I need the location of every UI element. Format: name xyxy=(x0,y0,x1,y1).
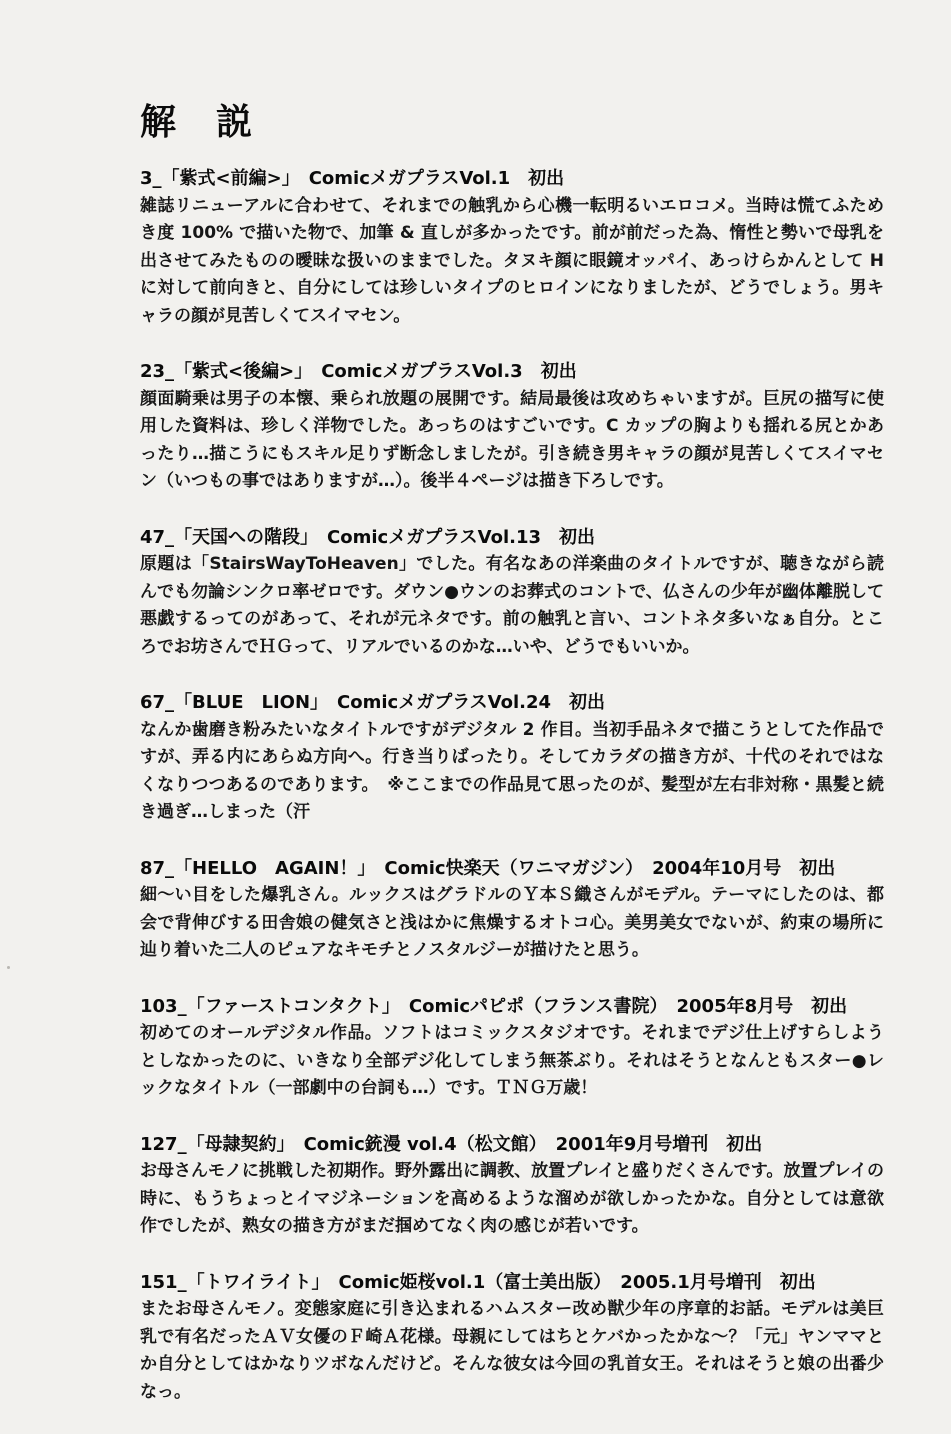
commentary-page xyxy=(140,102,884,1434)
commentary-section-murasakishiki-kouhen xyxy=(140,358,884,496)
commentary-section-murasakishiki-zenpen xyxy=(140,165,884,330)
commentary-section-hello-again xyxy=(140,855,884,965)
commentary-section-first-contact xyxy=(140,993,884,1103)
section-body: またお母さんモノ。変態家庭に引き込まれるハムスター改め獣少年の序章的お話。モデルは美巨乳で有名だったＡＶ女優のＦ崎Ａ花様。母親にしてはちとケバかったかな～？「元」ヤンママとか自分としてはかなりツボなんだけど。そんな彼女は今回の乳首女王。それはそうと娘の出番少なっ。 xyxy=(140,1299,884,1402)
section-heading: 103_「ファーストコンタクト」 Comicパピポ（フランス書院） 2005年8月号 初出 xyxy=(140,995,848,1017)
scan-noise-speck xyxy=(7,966,10,969)
section-body: 細～い目をした爆乳さん。ルックスはグラドルのＹ本Ｓ織さんがモデル。テーマにしたのは、都会で背伸びする田舎娘の健気さと浅はかに焦燥するオトコ心。美男美女でないが、約束の場所に辿り着いた二人のピュアなキモチとノスタルジーが描けたと思う。 xyxy=(140,885,884,960)
commentary-section-twilight xyxy=(140,1269,884,1407)
section-heading: 87_「HELLO AGAIN！」 Comic快楽天（ワニマガジン） 2004年10月号 初出 xyxy=(140,857,836,879)
section-body: 雑誌リニューアルに合わせて、それまでの触乳から心機一転明るいエロコメ。当時は慌てふためき度 100% で描いた物で、加筆 & 直しが多かったです。前が前だった為、惰性と勢いで母乳を出させてみたものの曖昧な扱いのままでした。タヌキ顔に眼鏡オッパイ、あっけらかんとして H に対して前向きと、自分にしては珍しいタイプのヒロインになりましたが、どうでしょう。男キャラの顔が見苦しくてスイマセン。 xyxy=(140,195,884,326)
section-body: 原題は「StairsWayToHeaven」でした。有名なあの洋楽曲のタイトルですが、聴きながら読んでも勿論シンクロ率ゼロです。ダウン●ウンのお葬式のコントで、仏さんの少年が幽体離脱して悪戯するってのがあって、それが元ネタです。前の触乳と言い、コントネタ多いなぁ自分。ところでお坊さんでＨＧって、リアルでいるのかな…いや、どうでもいいか。 xyxy=(140,554,884,657)
section-heading: 3_「紫式<前編>」 ComicメガプラスVol.1 初出 xyxy=(140,168,565,189)
section-body: 顔面騎乗は男子の本懐、乗られ放題の展開です。結局最後は攻めちゃいますが。巨尻の描写に使用した資料は、珍しく洋物でした。あっちのはすごいです。C カップの胸よりも揺れる尻とかあったり…描こうにもスキル足りず断念しましたが。引き続き男キャラの顔が見苦しくてスイマセン（いつもの事ではありますが…）。後半４ページは描き下ろしです。 xyxy=(140,388,884,491)
section-heading: 47_「天国への階段」 ComicメガプラスVol.13 初出 xyxy=(140,526,596,548)
section-heading: 127_「母隷契約」 Comic銃漫 vol.4（松文館） 2001年9月号増刊 初出 xyxy=(140,1133,763,1155)
section-body: なんか歯磨き粉みたいなタイトルですがデジタル 2 作目。当初手品ネタで描こうとしてた作品ですが、弄る内にあらぬ方向へ。行き当りばったり。そしてカラダの描き方が、十代のそれではなくなりつつあるのであります。 ※ここまでの作品見て思ったのが、髪型が左右非対称・黒髪と続き過ぎ…しまった（汗 xyxy=(140,719,884,822)
commentary-section-blue-lion xyxy=(140,689,884,827)
section-heading: 151_「トワイライト」 Comic姫桜vol.1（富士美出版） 2005.1月号増刊 初出 xyxy=(140,1271,816,1293)
section-heading: 67_「BLUE LION」 ComicメガプラスVol.24 初出 xyxy=(140,692,606,713)
commentary-section-borei-keiyaku xyxy=(140,1131,884,1241)
commentary-section-tengoku-e-no-kaidan xyxy=(140,524,884,662)
section-body: お母さんモノに挑戦した初期作。野外露出に調教、放置プレイと盛りだくさんです。放置プレイの時に、もうちょっとイマジネーションを高めるような溜めが欲しかったかな。自分としては意欲作でしたが、熟女の描き方がまだ掴めてなく肉の感じが若いです。 xyxy=(140,1161,884,1236)
section-body: 初めてのオールデジタル作品。ソフトはコミックスタジオです。それまでデジ仕上げすらしようとしなかったのに、いきなり全部デジ化してしまう無茶ぶり。それはそうとなんともスター●レックなタイトル（一部劇中の台詞も…）です。ＴＮＧ万歳！ xyxy=(140,1023,884,1098)
page-title: 解 説 xyxy=(140,102,255,143)
section-heading: 23_「紫式<後編>」 ComicメガプラスVol.3 初出 xyxy=(140,361,577,382)
